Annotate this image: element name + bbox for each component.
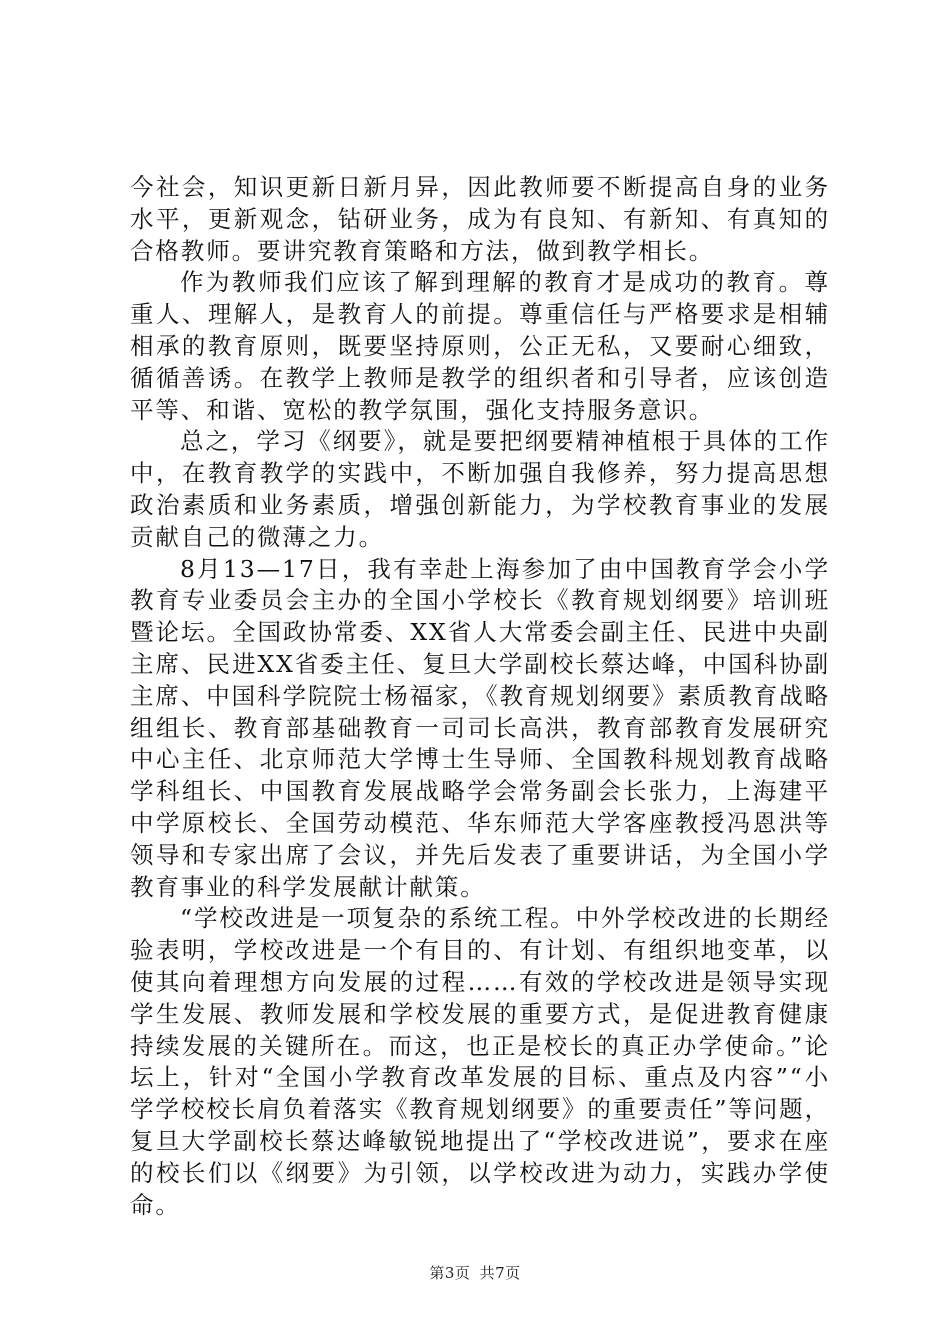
paragraph: 总之，学习《纲要》，就是要把纲要精神植根于具体的工作中，在教育教学的实践中，不断加强自我修养，努力提高思想政治素质和业务素质，增强创新能力，为学校教育事业的发展贡献自己的微薄之力。: [130, 427, 830, 551]
paragraph: 作为教师我们应该了解到理解的教育才是成功的教育。尊重人、理解人，是教育人的前提。尊重信任与严格要求是相辅相承的教育原则，既要坚持原则，公正无私，又要耐心细致，循循善诱。在教学上教师是教学的组织者和引导者，应该创造平等、和谐、宽松的教学氛围，强化支持服务意识。: [130, 268, 830, 424]
paragraph: “学校改进是一项复杂的系统工程。中外学校改进的长期经验表明，学校改进是一个有目的、有计划、有组织地变革，以使其向着理想方向发展的过程……有效的学校改进是领导实现学生发展、教师发展和学校发展的重要方式，是促进教育健康持续发展的关键所在。而这，也正是校长的真正办学使命。”论坛上，针对“全国小学教育改革发展的目标、重点及内容”“小学学校校长肩负着落实《教育规划纲要》的重要责任”等问题，复旦大学副校长蔡达峰敏锐地提出了“学校改进说”，要求在座的校长们以《纲要》为引领，以学校改进为动力，实践办学使命。: [130, 904, 830, 1219]
page-number: 第3页: [429, 1264, 471, 1282]
paragraph: 今社会，知识更新日新月异，因此教师要不断提高自身的业务水平，更新观念，钻研业务，成为有良知、有新知、有真知的合格教师。要讲究教育策略和方法，做到教学相长。: [130, 173, 830, 265]
paragraph: 8月13—17日，我有幸赴上海参加了由中国教育学会小学教育专业委员会主办的全国小学校长《教育规划纲要》培训班暨论坛。全国政协常委、XX省人大常委会副主任、民进中央副主席、民进XX省委主任、复旦大学副校长蔡达峰，中国科协副主席、中国科学院院士杨福家，《教育规划纲要》素质教育战略组组长、教育部基础教育一司司长高洪，教育部教育发展研究中心主任、北京师范大学博士生导师、全国教科规划教育战略学科组长、中国教育发展战略学会常务副会长张力，上海建平中学原校长、全国劳动模范、华东师范大学客座教授冯恩洪等领导和专家出席了会议，并先后发表了重要讲话，为全国小学教育事业的科学发展献计献策。: [130, 554, 830, 901]
document-body: [130, 172, 830, 1221]
page-total: 共7页: [479, 1264, 521, 1282]
page-footer: [0, 1262, 950, 1283]
